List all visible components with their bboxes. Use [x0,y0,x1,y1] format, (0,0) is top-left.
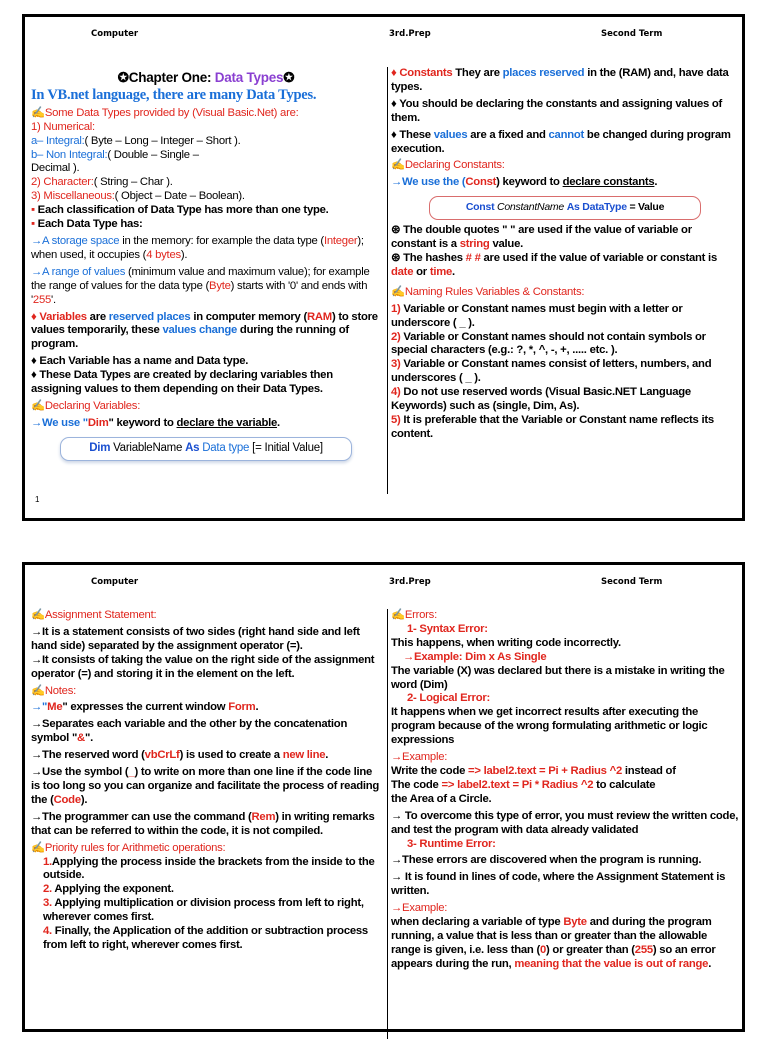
double-quotes-note: ⊛ The double quotes " " are used if the value of variable or constant is a string value. [391,224,692,251]
dim-usage: →We use "Dim" keyword to declare the variable. [31,416,280,429]
naming-rule-1: 1) Variable or Constant names must begin with a letter or underscore ( _ ). [391,302,683,329]
hashes-note: ⊛ The hashes # # are used if the value of variable or constant is date or time. [391,251,717,278]
bullet-classification: ▪ Each classification of Data Type has more than one type. [31,204,329,217]
logical-error-wrong: Write the code => label2.text = Pi + Radius ^2 instead of [391,764,676,777]
dim-syntax-box: Dim VariableName As Data type [= Initial Value] [60,437,352,461]
naming-rule-3: 3) Variable or Constant names consist of letters, numbers, and underscores ( _ ). [391,358,712,385]
writing-hand-icon: ✍ [391,609,405,621]
writing-hand-icon: ✍ [31,106,45,119]
column-divider [387,609,388,1039]
logical-error-text: It happens when we get incorrect results after executing the program because of the wrong formulating arithmetic or logic expressions [391,706,708,747]
naming-rule-4: 4) Do not use reserved words (Visual Basic.NET Language Keywords) such as (single, Dim, As). [391,386,691,413]
declaring-variables-heading: ✍Declaring Variables: [31,399,141,412]
misc-line: 3) Miscellaneous:( Object – Date – Boolean). [31,190,245,203]
runtime-error-a: →These errors are discovered when the program is running. [391,854,702,867]
page-two [22,562,745,1032]
page1-left-column [31,67,381,461]
header-grade: 3rd.Prep [389,577,431,587]
priority-heading: ✍Priority rules for Arithmetic operations: [31,841,226,854]
star-icon: ✪ [283,70,295,85]
runtime-error-desc: when declaring a variable of type Byte and during the program running, a value that is less than or greater than the allowable range is given, i.e. less than (0) or greater than (255) so an error appears during the run, meaning that the value is out of range. [391,916,716,970]
runtime-error-b: → It is found in lines of code, where the Assignment Statement is written. [391,871,726,898]
naming-rule-2: 2) Variable or Constant names should not contain symbols or special characters (e.g.: ?, *, ^, -, +, ..... etc. ). [391,330,706,357]
chapter-title: ✪Chapter One: Data Types✪ [117,70,295,85]
writing-hand-icon: ✍ [391,159,405,172]
priority-rule-1: 1.Applying the process inside the brackets from the inside to the outside. [43,855,375,882]
naming-rule-5: 5) It is preferable that the Variable or Constant name reflects its content. [391,413,714,440]
assignment-point-2: →It consists of taking the value on the right side of the assignment operator (=) and storing it in the element on the left. [31,653,375,680]
range-text: →A range of values (minimum value and maximum value); for example the range of values for the data type (Byte) starts with '0' and ends with '255'. [31,265,370,306]
syntax-error-heading: 1- Syntax Error: [407,622,488,635]
storage-space-text: →A storage space in the memory: for example the data type (Integer); when used, it occupies (4 bytes). [31,234,364,261]
intro-heading: In VB.net language, there are many Data Types. [31,86,317,103]
underscore-note: →Use the symbol (_) to write on more than one line if the code line is too long so you can organize and facilitate the process of reading the (Code). [31,766,380,806]
vbcrlf-note: →The reserved word (vbCrLf) is used to create a new line. [31,749,329,762]
writing-hand-icon: ✍ [31,399,45,412]
page1-right-column [391,67,739,442]
priority-rule-2: 2. Applying the exponent. [43,883,174,896]
priority-rule-4: 4. Finally, the Application of the addition or subtraction process [43,925,368,938]
writing-hand-icon: ✍ [391,285,405,298]
page-one [22,14,745,521]
logical-error-overcome: → To overcome this type of error, you must review the written code, and test the program with data already validated [391,809,739,836]
rem-note: →The programmer can use the command (Rem) in writing remarks that can be referred to within the code, it is not compiled. [31,810,375,837]
created-text: ♦ These Data Types are created by declaring variables then assigning values to them depending on their Data Types. [31,369,333,396]
header-grade: 3rd.Prep [389,29,431,39]
integral-line: a– Integral:( Byte – Long – Integer – Short ). [31,134,241,147]
const-syntax-box: Const ConstantName As DataType = Value [429,196,701,220]
naming-rules-heading: ✍Naming Rules Variables & Constants: [391,285,585,298]
runtime-error-heading: 3- Runtime Error: [407,837,496,850]
const-usage: →We use the (Const) keyword to declare constants. [391,176,658,189]
variables-definition: ♦ Variables are reserved places in computer memory (RAM) to store values temporarily, these values change during the running of program. [31,310,378,351]
constants-fixed: ♦ These values are a fixed and cannot be changed during program execution. [391,128,731,155]
priority-rule-4b: from left to right, wherever comes first. [43,938,243,951]
header-term: Second Term [601,577,663,587]
syntax-error-text: This happens, when writing code incorrectly. [391,636,621,649]
column-divider [387,67,388,494]
section-heading: ✍Some Data Types provided by (Visual Basic.Net) are: [31,106,299,119]
priority-rule-3b: wherever comes first. [43,911,154,924]
assignment-heading: ✍Assignment Statement: [31,609,157,621]
character-line: 2) Character:( String – Char ). [31,176,173,189]
logical-error-example: →Example: [391,751,448,764]
nonintegral-line: b– Non Integral:( Double – Single – [31,148,199,161]
star-icon: ✪ [117,70,129,85]
logical-error-heading: 2- Logical Error: [407,692,491,705]
writing-hand-icon: ✍ [31,841,45,854]
runtime-error-example: →Example: [391,902,448,915]
writing-hand-icon: ✍ [31,609,45,621]
concat-note: →Separates each variable and the other by the concatenation symbol "&". [31,718,348,745]
header-subject: Computer [91,577,139,587]
logical-error-area: the Area of a Circle. [391,792,492,805]
constants-should: ♦ You should be declaring the constants and assigning values of them. [391,97,723,124]
each-variable-text: ♦ Each Variable has a name and Data type. [31,355,249,368]
bullet-each-type: ▪ Each Data Type has: [31,218,143,231]
errors-heading: ✍Errors: [391,609,437,621]
numerical-label: 1) Numerical: [31,120,95,133]
constants-definition: ♦ Constants They are places reserved in the (RAM) and, have data types. [391,67,729,93]
assignment-point-1: →It is a statement consists of two sides (right hand side and left hand side) separated by the assignment operator (=). [31,625,360,652]
syntax-error-example: →Example: Dim x As Single [403,650,547,663]
page2-left-column [31,609,381,953]
page2-right-column [391,609,739,972]
header-term: Second Term [601,29,663,39]
writing-hand-icon: ✍ [31,684,45,697]
decimal-line: Decimal ). [31,162,80,175]
syntax-error-desc: The variable (X) was declared but there is a mistake in writing the word (Dim) [391,664,725,691]
declaring-constants-heading: ✍Declaring Constants: [391,159,505,172]
priority-rule-3: 3. Applying multiplication or division process from left to right, [43,897,364,910]
notes-heading: ✍Notes: [31,684,76,697]
logical-error-right: The code => label2.text = Pi * Radius ^2 to calculate [391,778,656,791]
page-number: 1 [35,495,40,504]
header-subject: Computer [91,29,139,39]
me-note: →"Me" expresses the current window Form. [31,701,259,714]
